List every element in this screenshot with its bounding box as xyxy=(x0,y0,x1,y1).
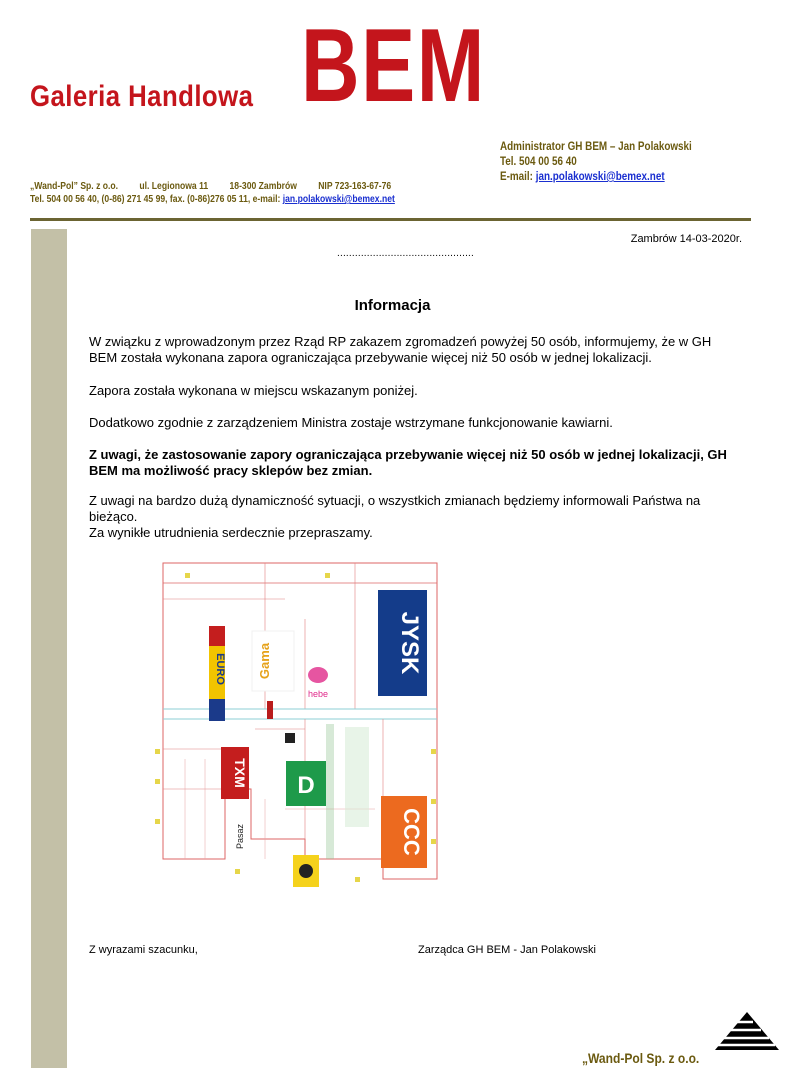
barrier-marker-2 xyxy=(285,733,295,743)
footer-company-name: „Wand-Pol Sp. z o.o. xyxy=(582,1050,700,1066)
txm-store xyxy=(221,747,249,799)
letter-date: Zambrów 14-03-2020r. xyxy=(630,233,742,245)
admin-phone: Tel. 504 00 56 40 xyxy=(500,156,577,168)
footer-company-logo-icon xyxy=(713,1010,781,1052)
floor-plan-map xyxy=(155,559,440,896)
company-contact xyxy=(30,180,395,206)
gama-store xyxy=(252,631,294,691)
admin-contact xyxy=(500,140,692,185)
signature-closing: Z wyrazami szacunku, xyxy=(89,944,198,956)
admin-email-link[interactable]: jan.polakowski@bemex.net xyxy=(535,171,665,183)
letter-paragraph-6: Za wynikłe utrudnienia serdecznie przepraszamy. xyxy=(89,525,373,540)
gama-label: Gama xyxy=(257,642,272,680)
header-galeria-title: Galeria Handlowa xyxy=(30,80,254,113)
dealz-label: D xyxy=(297,772,315,799)
company-street: ul. Legionowa 11 xyxy=(139,181,209,192)
yellow-store-logo xyxy=(293,855,319,887)
euro-label: EURO xyxy=(214,653,226,685)
header-bem-logo: BEM xyxy=(301,8,486,124)
admin-name: Administrator GH BEM – Jan Polakowski xyxy=(500,141,692,153)
company-city: 18-300 Zambrów xyxy=(229,181,297,192)
letter-paragraph-4: Z uwagi, że zastosowanie zapory ograniczająca przebywanie więcej niż 50 osób w jednej lokalizacji, GH BEM ma możliwość pracy sklepów bez zmian. xyxy=(89,447,727,478)
left-decorative-bar xyxy=(31,229,67,1068)
jysk-label: JYSK xyxy=(396,611,423,675)
company-name: „Wand-Pol” Sp. z o.o. xyxy=(30,181,119,192)
letter-paragraph-3: Dodatkowo zgodnie z zarządzeniem Ministra zostaje wstrzymane funkcjonowanie kawiarni. xyxy=(89,415,613,430)
letter-paragraph-2: Zapora została wykonana w miejscu wskazanym poniżej. xyxy=(89,383,418,398)
txm-label: TXM xyxy=(232,758,248,788)
barrier-marker xyxy=(267,701,273,719)
company-email-link[interactable]: jan.polakowski@bemex.net xyxy=(282,194,395,205)
letter-paragraph-5: Z uwagi na bardzo dużą dynamiczność sytuacji, o wszystkich zmianach będziemy informowali Państwa na bieżąco. xyxy=(89,493,701,524)
company-nip: NIP 723-163-67-76 xyxy=(318,181,392,192)
letter-dots: .............................................. xyxy=(337,248,475,259)
company-address-row xyxy=(30,180,395,193)
letter-title: Informacja xyxy=(354,297,431,314)
ccc-label: CCC xyxy=(399,808,424,856)
header-divider xyxy=(30,218,751,221)
dealz-store xyxy=(286,761,326,806)
letter-paragraph-1: W związku z wprowadzonym przez Rząd RP zakazem zgromadzeń powyżej 50 osób, informujemy, że w GH BEM została wykonana zapora ograniczająca przebywanie więcej niż 50 osób w jednej lokalizacji. xyxy=(89,334,712,365)
pasaz-label: Pasaz xyxy=(235,823,245,849)
signature-manager: Zarządca GH BEM - Jan Polakowski xyxy=(418,944,596,956)
admin-email-row xyxy=(500,170,692,185)
euro-store xyxy=(209,626,226,721)
jysk-store xyxy=(378,590,427,696)
company-phones-row xyxy=(30,193,395,206)
admin-email-label: E-mail: xyxy=(500,171,533,183)
ccc-store xyxy=(381,796,427,868)
company-phones: Tel. 504 00 56 40, (0-86) 271 45 99, fax. (0-86)276 05 11, e-mail: xyxy=(30,194,281,205)
hebe-label: hebe xyxy=(307,689,329,699)
